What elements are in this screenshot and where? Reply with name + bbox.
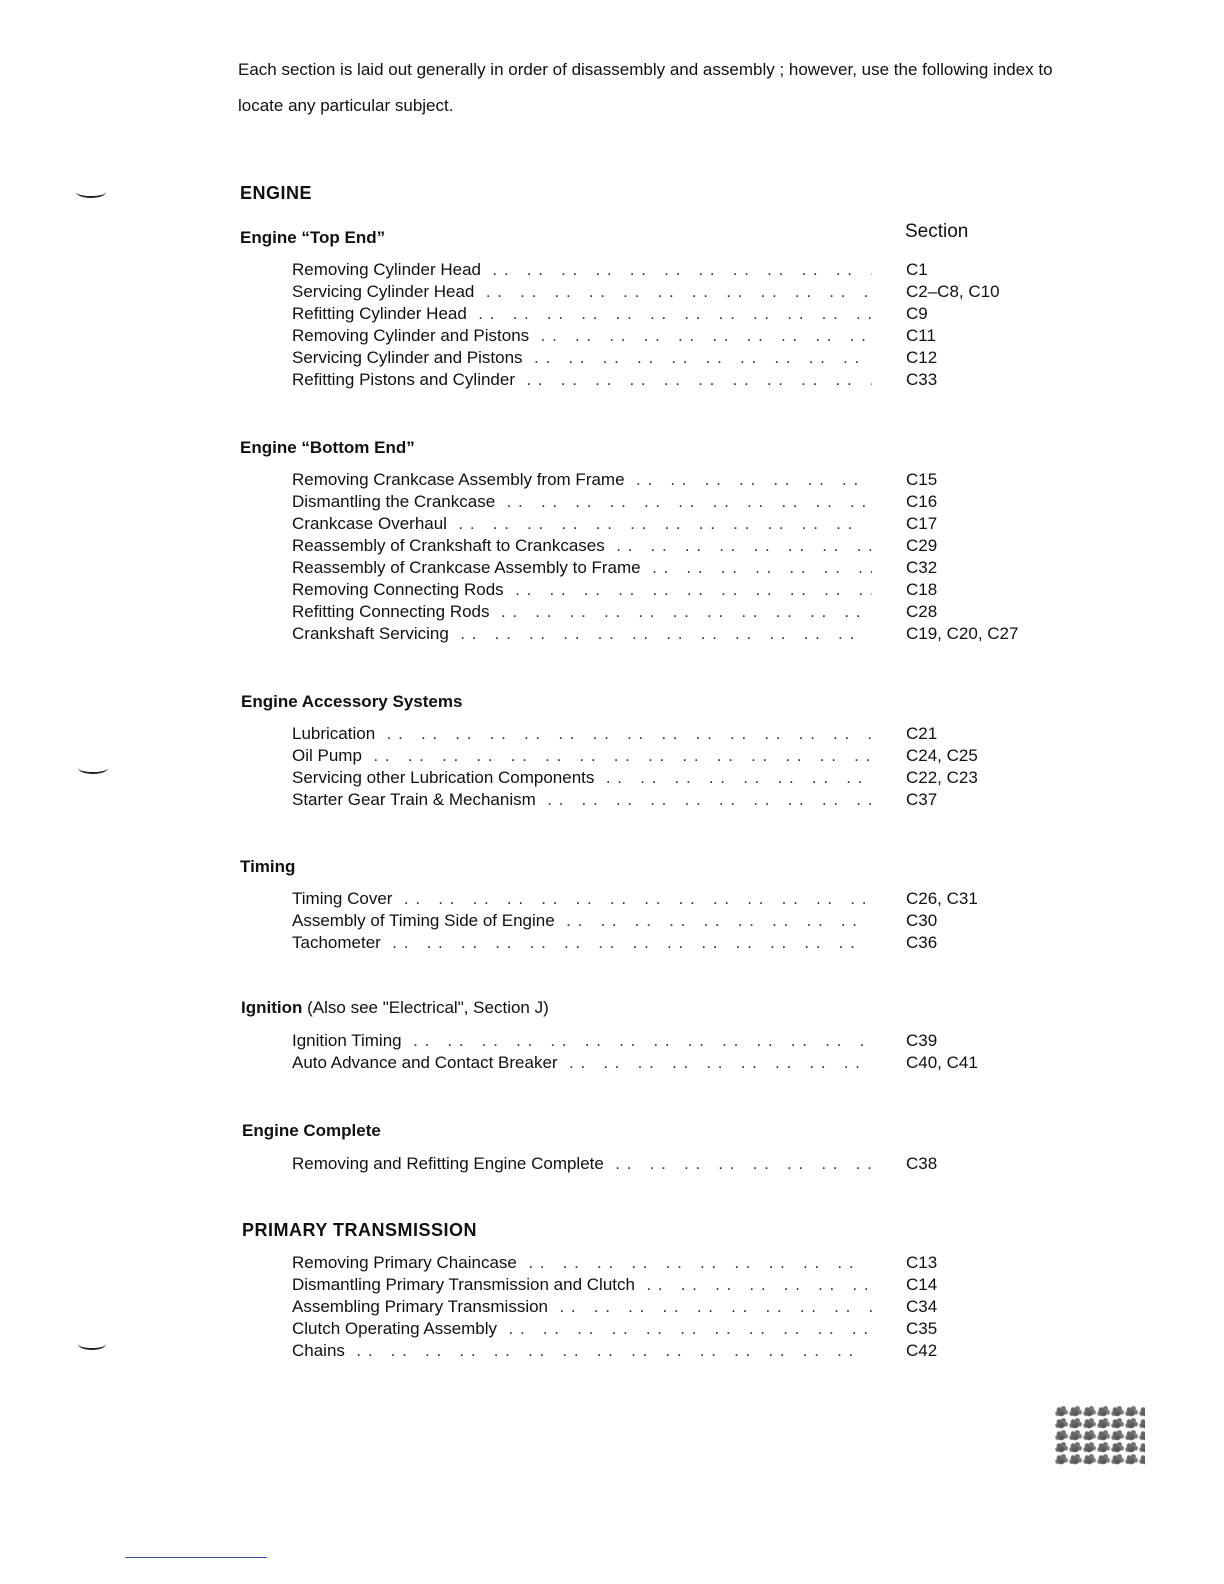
index-entry: Removing Cylinder Head . . C1 (0, 259, 1224, 281)
index-entry: Chains . . C42 (0, 1340, 1224, 1362)
index-entry: Servicing Cylinder and Pistons . . C12 (0, 347, 1224, 369)
index-entry: Ignition Timing . . C39 (0, 1030, 1224, 1052)
index-entry: Servicing Cylinder Head . . C2–C8, C10 (0, 281, 1224, 303)
section-column-header: Section (905, 221, 969, 242)
index-entry: Removing and Refitting Engine Complete . . C38 (0, 1153, 1224, 1175)
index-entry: Refitting Pistons and Cylinder . . C33 (0, 369, 1224, 391)
index-entry: Dismantling Primary Transmission and Clutch . . C14 (0, 1274, 1224, 1296)
index-entry: Oil Pump . . C24, C25 (0, 745, 1224, 767)
bottom-end-title: Engine “Bottom End” (240, 438, 415, 457)
index-entry: Removing Crankcase Assembly from Frame . . C15 (0, 469, 1224, 491)
index-entry: Clutch Operating Assembly . . C35 (0, 1318, 1224, 1340)
top-end-title: Engine “Top End” (240, 228, 386, 247)
top-end-list (0, 259, 1224, 391)
index-entry: Auto Advance and Contact Breaker . . C40, C41 (0, 1052, 1224, 1074)
index-entry: Refitting Cylinder Head . . C9 (0, 303, 1224, 325)
engine-complete-title: Engine Complete (242, 1121, 381, 1140)
ignition-heading (241, 998, 549, 1018)
ignition-title: Ignition (241, 998, 303, 1017)
index-entry: Dismantling the Crankcase . . C16 (0, 491, 1224, 513)
ink-smudge (1055, 1405, 1145, 1465)
index-entry: Removing Cylinder and Pistons . . C11 (0, 325, 1224, 347)
index-entry: Assembling Primary Transmission . . C34 (0, 1296, 1224, 1318)
index-entry: Crankshaft Servicing . . C19, C20, C27 (0, 623, 1224, 645)
index-entry: Refitting Connecting Rods . . C28 (0, 601, 1224, 623)
index-entry: Tachometer . . C36 (0, 932, 1224, 954)
index-entry: Reassembly of Crankcase Assembly to Frame . . C32 (0, 557, 1224, 579)
timing-list (0, 888, 1224, 954)
primary-transmission-list (0, 1252, 1224, 1362)
binder-hole-mark (78, 762, 108, 774)
index-entry: Removing Connecting Rods . . C18 (0, 579, 1224, 601)
index-entry: Timing Cover . . C26, C31 (0, 888, 1224, 910)
engine-heading: ENGINE (240, 183, 313, 203)
accessory-list (0, 723, 1224, 811)
binder-hole-mark (78, 1338, 106, 1350)
index-entry: Reassembly of Crankshaft to Crankcases . . C29 (0, 535, 1224, 557)
ignition-note: (Also see "Electrical", Section J) (307, 998, 549, 1017)
index-entry: Servicing other Lubrication Components . . C22, C23 (0, 767, 1224, 789)
index-entry: Lubrication . . C21 (0, 723, 1224, 745)
timing-title: Timing (240, 857, 296, 876)
bottom-end-list (0, 469, 1224, 645)
index-entry: Starter Gear Train & Mechanism . . C37 (0, 789, 1224, 811)
primary-transmission-heading: PRIMARY TRANSMISSION (242, 1220, 478, 1240)
index-entry: Assembly of Timing Side of Engine . . C30 (0, 910, 1224, 932)
ignition-list (0, 1030, 1224, 1074)
footer-rule (125, 1557, 267, 1558)
intro-paragraph: Each section is laid out generally in order of disassembly and assembly ; however, use the following index to locate any particular subject. (238, 60, 1053, 115)
binder-hole-mark (76, 186, 106, 198)
index-entry: Crankcase Overhaul . . C17 (0, 513, 1224, 535)
engine-complete-list (0, 1153, 1224, 1175)
index-entry: Removing Primary Chaincase . . C13 (0, 1252, 1224, 1274)
accessory-title: Engine Accessory Systems (241, 692, 463, 711)
